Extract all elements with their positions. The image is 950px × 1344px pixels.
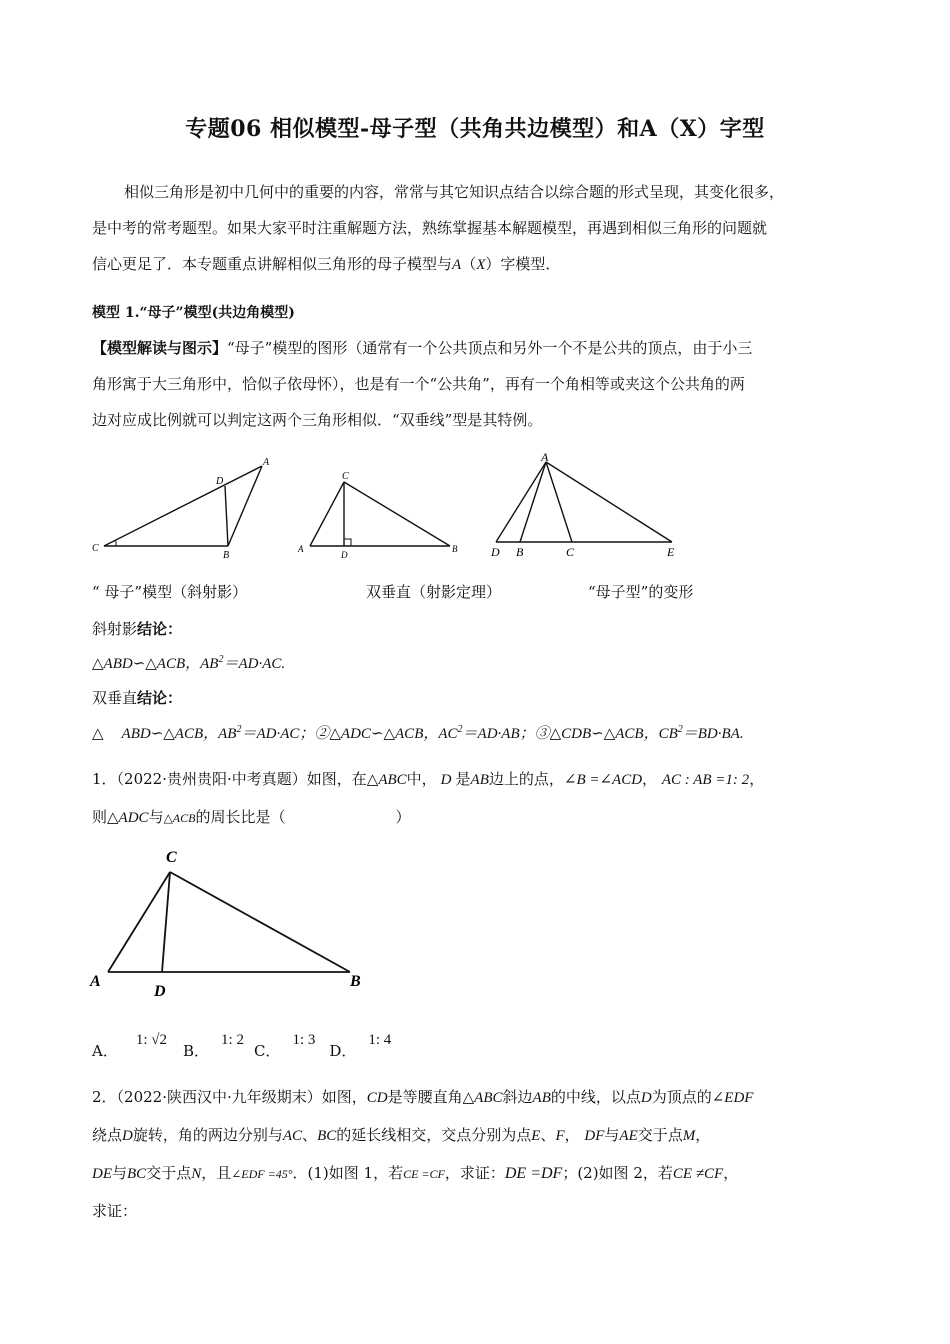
- fig3-label-d: D: [491, 545, 500, 559]
- intro-line-1: 相似三角形是初中几何中的重要的内容，常常与其它知识点结合以综合题的形式呈现，其变化很多，: [124, 183, 785, 201]
- q1-option-b[interactable]: B．1: 2: [183, 1032, 244, 1060]
- q1-fig-label-b: B: [350, 973, 361, 990]
- q1-line-1: 1．（2022·贵州贵阳·中考真题）如图，在△ABC中， D 是AB边上的点，∠B =∠ACD， AC : AB =1: 2，: [92, 770, 765, 788]
- q1-option-a[interactable]: A．1: √2: [92, 1032, 167, 1060]
- q1-options: [92, 1032, 392, 1061]
- double-conclusion-formula: △ ABD∽△ACB，$AB^2=AD\cdot AC$；②△ADC∽△ACB，$AC^2=AD\cdot AB$；③△CDB∽△ACB，$CB^2=BD\cdot BA$.: [92, 724, 744, 742]
- double-conclusion-label: 双垂直结论：: [92, 689, 183, 707]
- q1-fig-label-d: D: [154, 983, 166, 1000]
- fig1-caption: “ 母子”模型（斜射影）: [92, 583, 248, 601]
- fig2-label-d: D: [341, 550, 348, 560]
- model1-line-2: 角形寓于大三角形中，恰似子依母怀），也是有一个“公共角”，再有一个角相等或夹这个公共角的两: [92, 375, 745, 393]
- model1-heading: 模型 1.“母子”模型(共边角模型): [92, 305, 295, 321]
- figure-variant: [484, 446, 694, 562]
- q1-fig-label-a: A: [90, 973, 101, 990]
- fig2-label-a: A: [298, 544, 304, 554]
- intro-line-2: 是中考的常考题型。如果大家平时注重解题方法，熟练掌握基本解题模型，再遇到相似三角形的问题就: [92, 219, 768, 237]
- oblique-conclusion-formula: △ABD∽△ACB，$AB^2=AD\cdot AC$.: [92, 654, 286, 672]
- page-title: 专题06 相似模型-母子型（共角共边模型）和A（X）字型: [185, 116, 765, 142]
- fig1-label-a: A: [263, 457, 270, 468]
- figure-double-perpendicular: [292, 466, 472, 562]
- fig3-label-a: A: [541, 450, 549, 464]
- figure-oblique-projection: [88, 452, 288, 562]
- oblique-conclusion-label: 斜射影结论：: [92, 620, 183, 638]
- q1-line-2: 则△ADC与△ACB的周长比是（ ）: [92, 808, 411, 826]
- fig1-label-d: D: [216, 476, 224, 487]
- fig3-label-b: B: [516, 545, 524, 559]
- q1-option-c[interactable]: C．1: 3: [253, 1032, 316, 1060]
- fig1-label-b: B: [223, 550, 230, 561]
- fig2-label-c: C: [342, 471, 349, 482]
- model1-line-1: 【模型解读与图示】“母子”模型的图形（通常有一个公共顶点和另外一个不是公共的顶点，由于小三: [92, 339, 753, 357]
- q1-option-d[interactable]: D．1: 4: [329, 1032, 392, 1060]
- q2-line-4: 求证：: [92, 1202, 138, 1220]
- fig2-caption: 双垂直（射影定理）: [366, 583, 502, 601]
- q1-figure: [84, 840, 374, 1000]
- q1-fig-label-c: C: [166, 849, 177, 866]
- model1-line-3: 边对应成比例就可以判定这两个三角形相似．“双垂线”型是其特例。: [92, 411, 543, 429]
- q2-line-3: DE与BC交于点N，且∠EDF =45°．(1)如图 1，若CE =CF，求证：DE =DF；(2)如图 2，若CE ≠CF，: [92, 1164, 739, 1182]
- q2-line-2: 绕点D旋转，角的两边分别与AC、BC的延长线相交，交点分别为点E、F， DF与AE交于点M，: [92, 1126, 711, 1144]
- q2-line-1: 2．（2022·陕西汉中·九年级期末）如图，CD是等腰直角△ABC斜边AB的中线，以点D为顶点的∠EDF: [92, 1088, 754, 1106]
- fig3-label-c: C: [566, 545, 575, 559]
- fig3-label-e: E: [667, 545, 675, 559]
- fig1-label-c: C: [92, 543, 99, 554]
- fig3-caption: “母子型”的变形: [588, 583, 694, 601]
- fig2-label-b: B: [452, 544, 458, 554]
- intro-line-3: 信心更足了．本专题重点讲解相似三角形的母子模型与A（X）字模型．: [92, 255, 561, 273]
